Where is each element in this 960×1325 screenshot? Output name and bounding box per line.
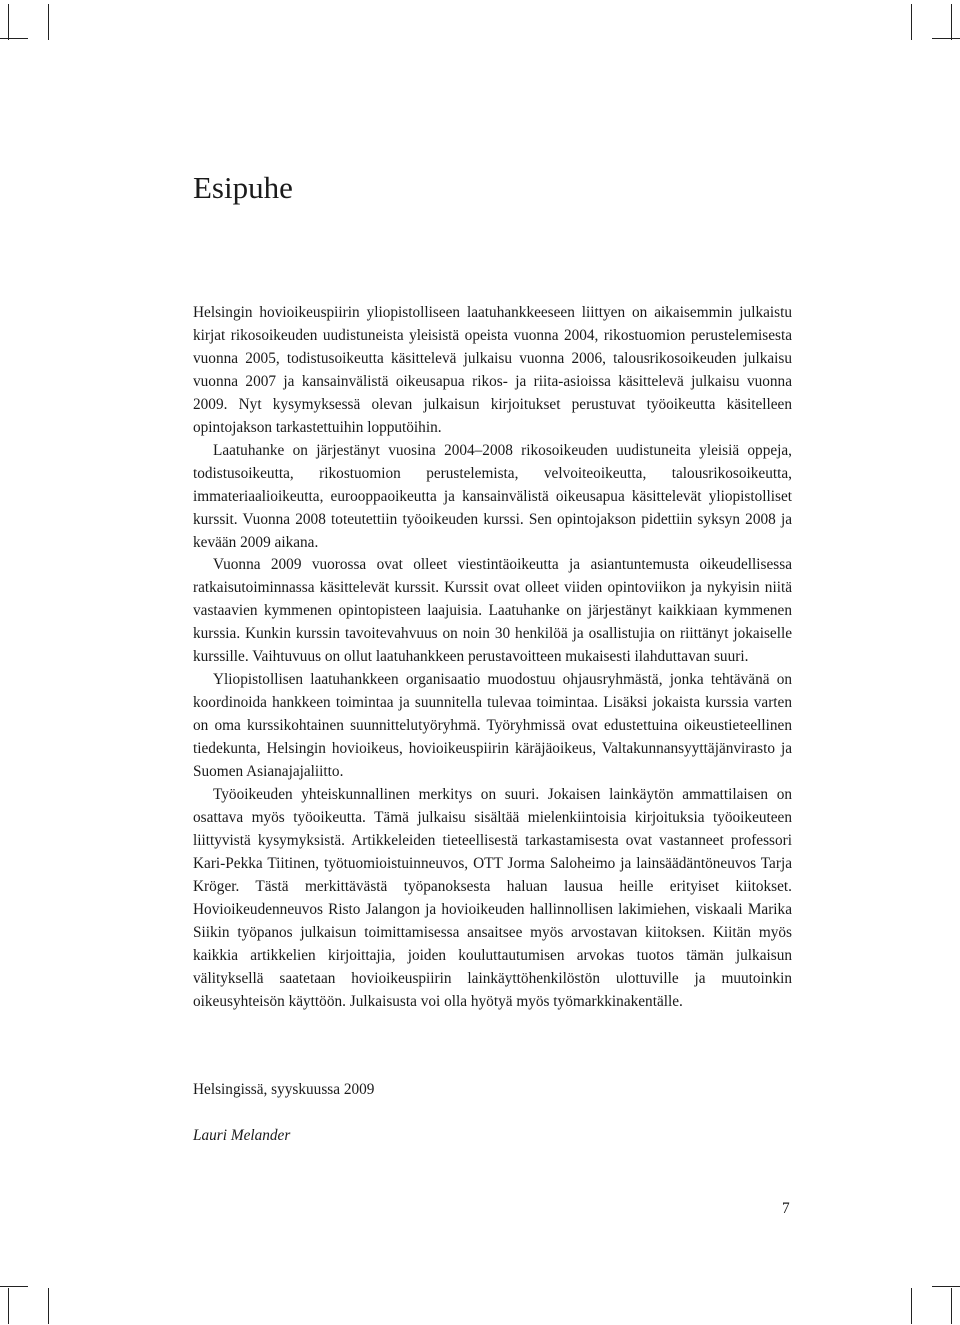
paragraph: Vuonna 2009 vuorossa ovat olleet viestintäoikeutta ja asiantuntemusta oikeudellisessa ratkaisutoiminnassa käsittelevät kurssit. Kurssit ovat olleet viiden opintoviikon ja nykyisin niitä vastaavien kymmenen opintopisteen laajuisia. Laatuhanke on järjestänyt kaikkiaan kymmenen kurssia. Kunkin kurssin tavoitevahvuus on noin 30 henkilöä ja osallistujia on riittänyt jokaiselle kurssille. Vaihtuvuus on ollut laatuhankkeen perustavoitteen mukaisesti ilahduttavan suuri. — [193, 556, 792, 666]
paragraph: Yliopistollisen laatuhankkeen organisaatio muodostuu ohjausryhmästä, jonka tehtävänä on koordinoida hankkeen toimintaa ja suunnitella tulevaa toimintaa. Lisäksi jokaista kurssia varten on oma kurssikohtainen suunnittelutyöryhmä. Työryhmissä ovat edustettuina oikeustieteellinen tiedekunta, Helsingin hovioikeus, hovioikeuspiirin käräjäoikeus, Valtakunnansyyttäjänvirasto ja Suomen Asianajajaliitto. — [193, 671, 792, 781]
crop-mark — [48, 4, 49, 40]
signature: Lauri Melander — [193, 1127, 291, 1144]
crop-mark — [951, 1288, 952, 1324]
paragraph: Laatuhanke on järjestänyt vuosina 2004–2008 rikosoikeuden uudistuneita yleisiä oppeja, todistusoikeutta, rikostuomion perustelemista, velvoiteoikeutta, talousrikosoikeutta, immateriaalioikeutta, eurooppaoikeutta ja kansainvälistä oikeusapua käsittelevät yliopistolliset kurssit. Vuonna 2008 toteutettiin työoikeuden kurssi. Sen opintojakson pidettiin syksyn 2008 ja kevään 2009 aikana. — [193, 441, 792, 551]
crop-mark — [911, 1288, 912, 1324]
page-number: 7 — [782, 1200, 790, 1217]
paragraph: Työoikeuden yhteiskunnallinen merkitys on suuri. Jokaisen lainkäytön ammattilaisen on osattava myös työoikeutta. Tämä julkaisu sisältää mielenkiintoisia kirjoituksia työoikeuteen liittyvistä kysymyksistä. Artikkeleiden tieteellisestä tarkastamisesta ovat vastanneet professori Kari-Pekka Tiitinen, työtuomioistuinneuvos, OTT Jorma Saloheimo ja lainsäädäntöneuvos Tarja Kröger. Tästä merkittävästä työpanoksesta haluan lausua heille erityiset kiitokset. Hovioikeudenneuvos Risto Jalangon ja hovioikeuden hallinnollisen lakimiehen, viskaali Marika Siikin työpanos julkaisun toimittamisessa ansaitsee myös arvostavan kiitoksen. Kiitän myös kaikkia artikkelien kirjoittajia, joiden kouluttautumisen arvokas tuotos tämän julkaisun välityksellä saatetaan hovioikeuspiirin lainkäyttöhenkilöstön ulottuville ja muutoinkin oikeusyhteisön käyttöön. Julkaisusta voi olla hyötyä myös työmarkkinakentälle. — [193, 786, 792, 1010]
crop-mark — [932, 1286, 960, 1287]
crop-mark — [0, 1286, 28, 1287]
place-and-date: Helsingissä, syyskuussa 2009 — [193, 1081, 375, 1098]
page-title: Esipuhe — [193, 170, 293, 205]
crop-mark — [0, 38, 28, 39]
crop-mark — [932, 38, 960, 39]
preface-body — [193, 302, 792, 1014]
paragraph: Helsingin hovioikeuspiirin yliopistolliseen laatuhankkeeseen liittyen on aikaisemmin julkaistu kirjat rikosoikeuden uudistuneista yleisistä opeista vuonna 2004, rikostuomion perustelemisesta vuonna 2005, todistusoikeutta käsittelevä julkaisu vuonna 2006, talousrikosoikeuden julkaisu vuonna 2007 ja kansainvälistä oikeusapua rikos- ja riita-asioissa käsittelevä julkaisu vuonna 2009. Nyt kysymyksessä olevan julkaisun kirjoitukset perustuvat työoikeutta käsitelleen opintojakson tarkastettuihin lopputöihin. — [193, 304, 792, 436]
crop-mark — [8, 1288, 9, 1324]
crop-mark — [48, 1288, 49, 1324]
crop-mark — [8, 4, 9, 40]
crop-mark — [911, 4, 912, 40]
crop-mark — [951, 4, 952, 40]
